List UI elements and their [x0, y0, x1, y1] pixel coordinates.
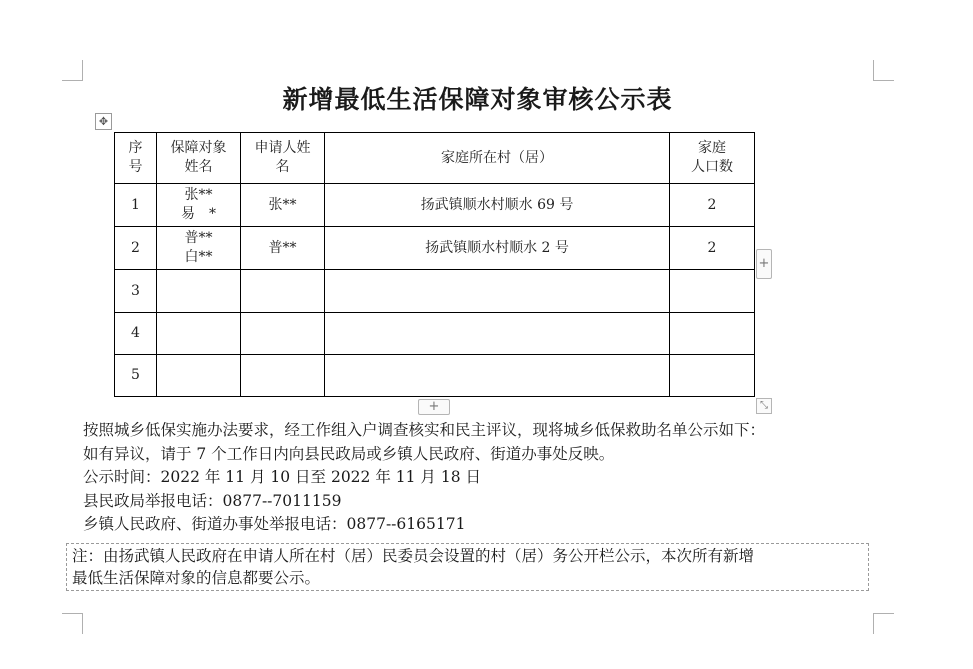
- note-line: 最低生活保障对象的信息都要公示。: [72, 569, 321, 587]
- paragraph-line: 按照城乡低保实施办法要求，经工作组入户调查核实和民主评议，现将城乡低保救助名单公示如下：: [83, 421, 766, 439]
- cell-family-size[interactable]: 2: [670, 184, 755, 227]
- cell-family-size[interactable]: [670, 313, 755, 355]
- cell-seq[interactable]: 3: [115, 270, 157, 313]
- cell-family-size[interactable]: 2: [670, 227, 755, 270]
- page-corner-mark-top-left: [62, 60, 83, 81]
- cell-seq[interactable]: 1: [115, 184, 157, 227]
- cell-target-name[interactable]: 普** 白**: [157, 227, 241, 270]
- cell-seq[interactable]: 5: [115, 355, 157, 397]
- table-header-row: [115, 133, 755, 184]
- paragraph-line: 公示时间：2022 年 11 月 10 日至 2022 年 11 月 18 日: [83, 468, 481, 486]
- page-corner-mark-bottom-left: [62, 613, 83, 634]
- header-family-size[interactable]: 家庭 人口数: [670, 133, 755, 184]
- add-row-button[interactable]: +: [418, 399, 450, 415]
- cell-village[interactable]: [325, 355, 670, 397]
- cell-village[interactable]: 扬武镇顺水村顺水 69 号: [325, 184, 670, 227]
- paragraph-line: 县民政局举报电话：0877--7011159: [83, 491, 342, 510]
- header-village[interactable]: 家庭所在村（居）: [325, 133, 670, 184]
- publicity-table: [114, 132, 755, 397]
- announcement-body: [83, 419, 883, 537]
- table-move-handle-icon[interactable]: ✥: [95, 113, 112, 130]
- table-row: [115, 355, 755, 397]
- header-applicant-name[interactable]: 申请人姓 名: [241, 133, 325, 184]
- paragraph-line: 乡镇人民政府、街道办事处举报电话：0877--6165171: [83, 515, 466, 533]
- header-target-name[interactable]: 保障对象 姓名: [157, 133, 241, 184]
- cell-family-size[interactable]: [670, 270, 755, 313]
- cell-village[interactable]: [325, 313, 670, 355]
- cell-applicant-name[interactable]: 普**: [241, 227, 325, 270]
- cell-village[interactable]: [325, 270, 670, 313]
- cell-applicant-name[interactable]: [241, 313, 325, 355]
- cell-applicant-name[interactable]: [241, 355, 325, 397]
- cell-applicant-name[interactable]: 张**: [241, 184, 325, 227]
- cell-applicant-name[interactable]: [241, 270, 325, 313]
- header-seq[interactable]: 序 号: [115, 133, 157, 184]
- table-row: [115, 184, 755, 227]
- document-title: 新增最低生活保障对象审核公示表: [282, 85, 673, 114]
- add-column-button[interactable]: +: [756, 249, 772, 279]
- cell-seq[interactable]: 2: [115, 227, 157, 270]
- cell-target-name[interactable]: [157, 355, 241, 397]
- page-corner-mark-top-right: [873, 60, 894, 81]
- paragraph-line: 如有异议，请于 7 个工作日内向县民政局或乡镇人民政府、街道办事处反映。: [83, 444, 615, 463]
- note-line: 注：由扬武镇人民政府在申请人所在村（居）民委员会设置的村（居）务公开栏公示，本次所有新增: [72, 547, 755, 565]
- cell-family-size[interactable]: [670, 355, 755, 397]
- table-resize-handle-icon[interactable]: ⤡: [756, 398, 772, 414]
- table-row: [115, 270, 755, 313]
- table-row: [115, 313, 755, 355]
- note-textbox[interactable]: [66, 543, 869, 591]
- cell-village[interactable]: 扬武镇顺水村顺水 2 号: [325, 227, 670, 270]
- page-corner-mark-bottom-right: [873, 613, 894, 634]
- cell-target-name[interactable]: [157, 270, 241, 313]
- cell-seq[interactable]: 4: [115, 313, 157, 355]
- cell-target-name[interactable]: 张** 易 *: [157, 184, 241, 227]
- cell-target-name[interactable]: [157, 313, 241, 355]
- table-row: [115, 227, 755, 270]
